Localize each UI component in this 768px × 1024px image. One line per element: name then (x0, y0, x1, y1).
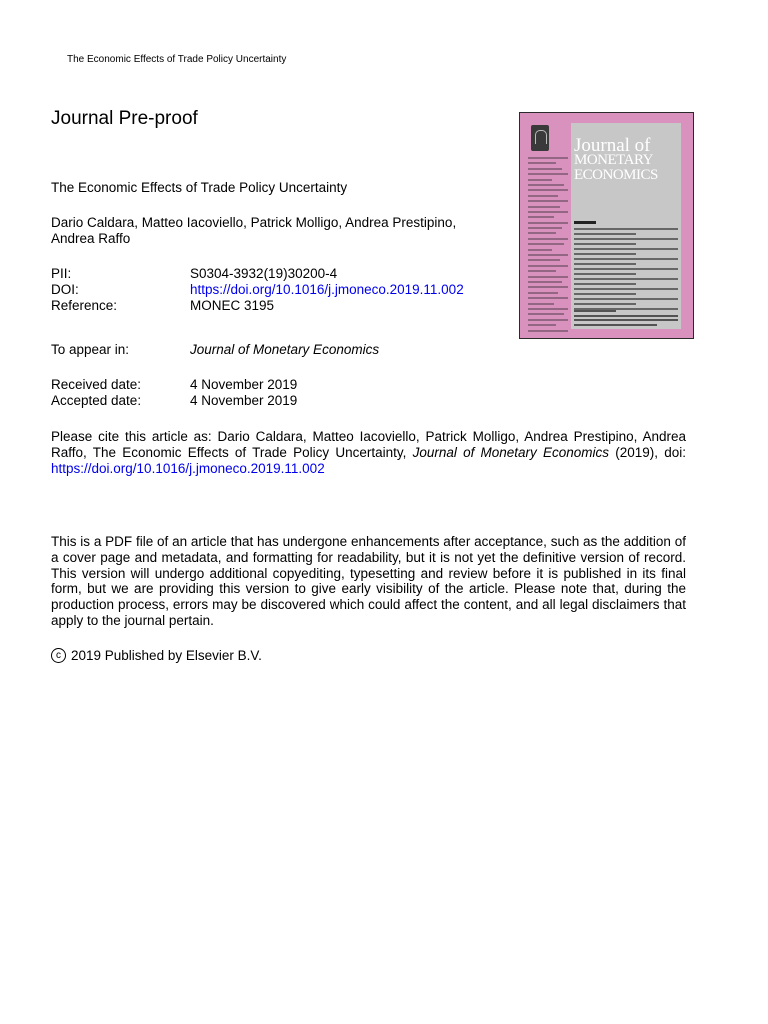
preproof-heading: Journal Pre-proof (51, 108, 198, 129)
appear-in-journal: Journal of Monetary Economics (190, 342, 380, 357)
appear-in-label: To appear in: (51, 342, 130, 357)
copyright-icon: c (51, 648, 66, 663)
cover-contents-list (574, 221, 678, 313)
doi-label: DOI: (51, 282, 79, 297)
cover-title-line3: ECONOMICS (574, 167, 658, 183)
elsevier-logo-icon (531, 125, 549, 151)
citation-doi-link[interactable]: https://doi.org/10.1016/j.jmoneco.2019.11.002 (51, 461, 325, 476)
cover-editorial-board (528, 157, 568, 335)
citation-paragraph (51, 429, 686, 477)
citation-suffix: (2019), doi: (609, 445, 687, 460)
received-label: Received date: (51, 377, 142, 392)
copyright-text: 2019 Published by Elsevier B.V. (71, 648, 262, 663)
copyright-line (51, 648, 262, 663)
reference-label: Reference: (51, 298, 118, 313)
received-value: 4 November 2019 (190, 377, 298, 392)
pii-value: S0304-3932(19)30200-4 (190, 266, 338, 281)
journal-cover-image (519, 112, 694, 339)
reference-value: MONEC 3195 (190, 298, 275, 313)
citation-prefix: Please cite this article as: Dario Caldara, Matteo Iacoviello, Patrick Molligo, Andrea Prestipino, Andrea Raffo, The Economic Effects of Trade Policy Uncertainty, (51, 429, 686, 460)
cover-panel (571, 123, 681, 329)
cover-title-line2: MONETARY (574, 152, 653, 168)
running-title: The Economic Effects of Trade Policy Uncertainty (67, 54, 287, 65)
cover-title-line1: Journal of (574, 135, 651, 156)
article-title: The Economic Effects of Trade Policy Uncertainty (51, 180, 348, 195)
cover-publisher-block (574, 310, 678, 328)
author-list: Dario Caldara, Matteo Iacoviello, Patrick Molligo, Andrea Prestipino, Andrea Raffo (51, 215, 457, 246)
doi-link[interactable]: https://doi.org/10.1016/j.jmoneco.2019.11.002 (190, 282, 464, 297)
accepted-label: Accepted date: (51, 393, 142, 408)
disclaimer-paragraph: This is a PDF file of an article that has undergone enhancements after acceptance, such as the addition of a cover page and metadata, and formatting for readability, but it is not yet the definitive version of record. This version will undergo additional copyediting, typesetting and review before it is published in its final form, but we are providing this version to give early visibility of the article. Please note that, during the production process, errors may be discovered which could affect the content, and all legal disclaimers that apply to the journal pertain. (51, 534, 686, 628)
cover-journal-name (574, 135, 680, 183)
pii-label: PII: (51, 266, 72, 281)
citation-journal: Journal of Monetary Economics (412, 445, 610, 460)
accepted-value: 4 November 2019 (190, 393, 298, 408)
